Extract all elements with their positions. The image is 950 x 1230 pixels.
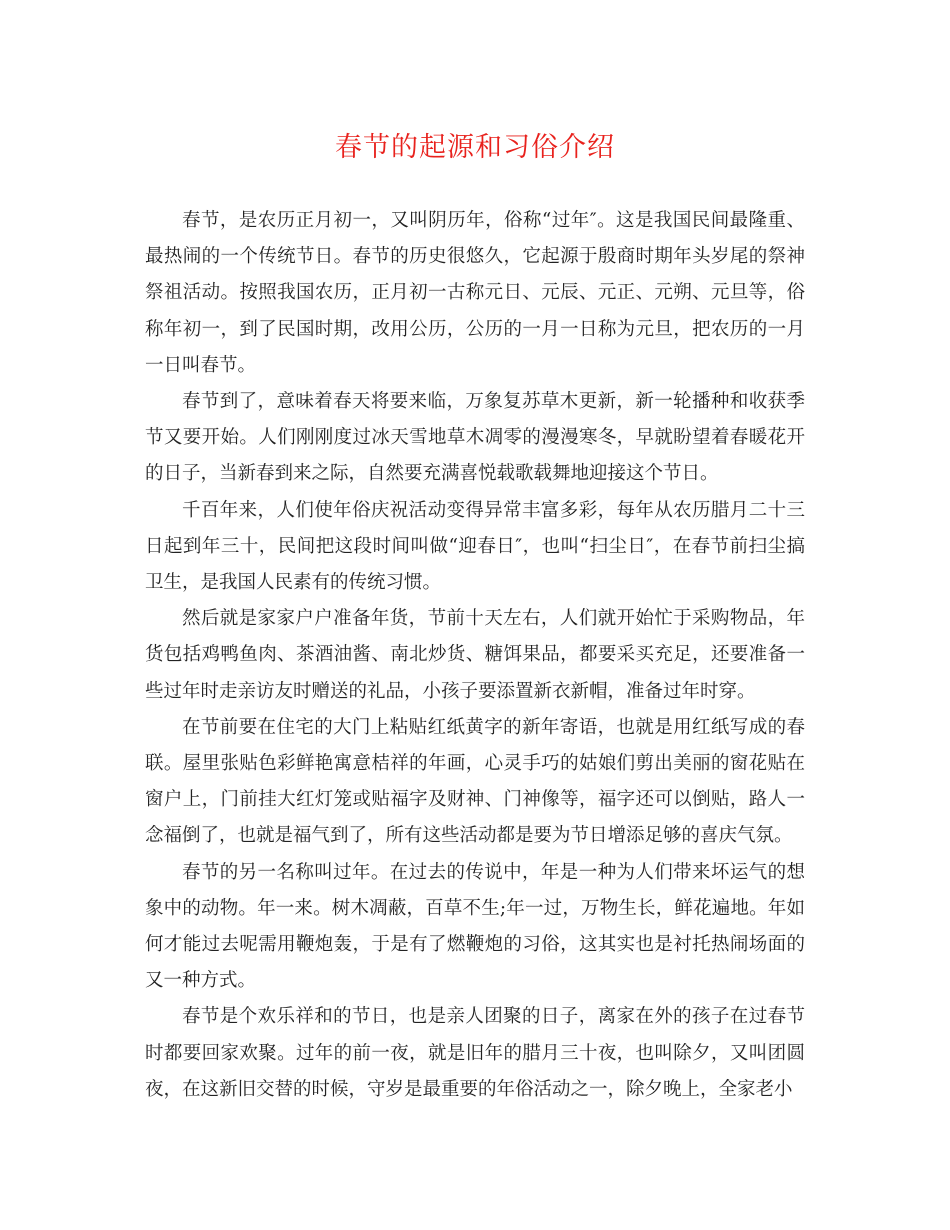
paragraph: 春节到了，意味着春天将要来临，万象复苏草木更新，新一轮播种和收获季节又要开始。人们刚刚度过冰天雪地草木凋零的漫漫寒冬，早就盼望着春暖花开的日子，当新春到来之际，自然要充满喜悦载歌载舞地迎接这个节日。 [145,391,805,485]
paragraph: 千百年来，人们使年俗庆祝活动变得异常丰富多彩，每年从农历腊月二十三日起到年三十，民间把这段时间叫做“迎春日″，也叫“扫尘日″，在春节前扫尘搞卫生，是我国人民素有的传统习惯。 [145,499,805,594]
page-title: 春节的起源和习俗介绍 [335,132,615,163]
paragraph: 春节是个欢乐祥和的节日，也是亲人团聚的日子，离家在外的孩子在过春节时都要回家欢聚。过年的前一夜，就是旧年的腊月三十夜，也叫除夕，又叫团圆夜，在这新旧交替的时候，守岁是最重要的年俗活动之一，除夕晚上，全家老小 [145,1006,805,1100]
paragraph: 春节的另一名称叫过年。在过去的传说中，年是一种为人们带来坏运气的想象中的动物。年一来。树木凋蔽，百草不生;年一过，万物生长，鲜花遍地。年如何才能过去呢需用鞭炮轰，于是有了燃鞭炮的习俗，这其实也是衬托热闹场面的又一种方式。 [145,861,805,992]
paragraph: 春节，是农历正月初一，又叫阴历年，俗称“过年″。这是我国民间最隆重、最热闹的一个传统节日。春节的历史很悠久，它起源于殷商时期年头岁尾的祭神祭祖活动。按照我国农历，正月初一古称元日、元辰、元正、元朔、元旦等，俗称年初一，到了民国时期，改用公历，公历的一月一日称为元旦，把农历的一月一日叫春节。 [145,210,805,376]
paragraph: 然后就是家家户户准备年货，节前十天左右，人们就开始忙于采购物品，年货包括鸡鸭鱼肉、茶酒油酱、南北炒货、糖饵果品，都要采买充足，还要准备一些过年时走亲访友时赠送的礼品，小孩子要添置新衣新帽，准备过年时穿。 [145,608,805,702]
article-body [145,203,805,1108]
paragraph: 在节前要在住宅的大门上粘贴红纸黄字的新年寄语，也就是用红纸写成的春联。屋里张贴色彩鲜艳寓意桔祥的年画，心灵手巧的姑娘们剪出美丽的窗花贴在窗户上，门前挂大红灯笼或贴福字及财神、门神像等，福字还可以倒贴，路人一念福倒了，也就是福气到了，所有这些活动都是要为节日增添足够的喜庆气氛。 [145,716,805,847]
